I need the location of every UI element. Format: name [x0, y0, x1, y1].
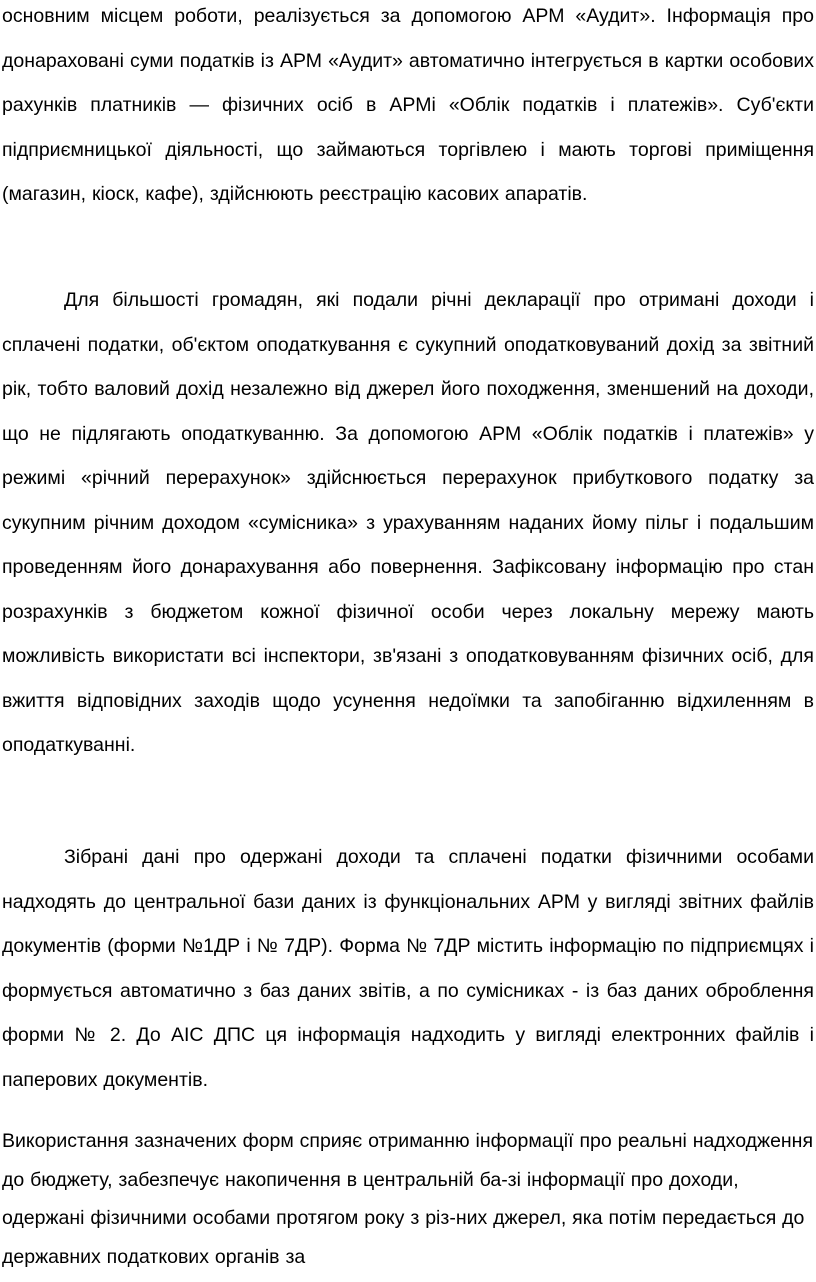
- paragraph-3: Зібрані дані про одержані доходи та сплачені податки фізичними особами надходять до центральної бази даних із функціональних АРМ у вигляді звітних файлів документів (форми №1ДР і № 7ДР). Форма № 7ДР містить інформацію по підприємцях і формується автоматично з баз даних звітів, а по сумісниках - із баз даних оброблення форми № 2. До АІС ДПС ця інформація надходить у вигляді електронних файлів і паперових документів.: [2, 846, 814, 1091]
- paragraph-2: Для більшості громадян, які подали річні декларації про отримані доходи і сплачені податки, об'єктом оподаткування є сукупний оподатковуваний дохід за звітний рік, тобто валовий дохід незалежно від джерел його походження, зменшений на доходи, що не підлягають оподаткуванню. За допомогою АРМ «Облік податків і платежів» у режимі «річний перерахунок» здійснюється перерахунок прибуткового податку за сукупним річним доходом «сумісника» з урахуванням наданих йому пільг і подальшим проведенням його донарахування або повернення. Зафіксовану інформацію про стан розрахунків з бюджетом кожної фізичної особи через локальну мережу мають можливість використати всі інспектори, зв'язані з оподатковуванням фізичних осіб, для вжиття відповідних заходів щодо усунення недоїмки та запобіганню відхиленням в оподаткуванні.: [2, 289, 814, 756]
- paragraph-1: основним місцем роботи, реалізується за допомогою АРМ «Аудит». Інформація про донараховані суми податків із АРМ «Аудит» автоматично інтегрується в картки особових рахунків платників — фізичних осіб в АРМі «Облік податків і платежів». Суб'єкти підприємницької діяльності, що займаються торгівлею і мають торгові приміщення (магазин, кіоск, кафе), здійснюють реєстрацію касових апаратів.: [2, 5, 814, 205]
- paragraph-4: Використання зазначених форм сприяє отриманню інформації про реальні надходження до бюджету, забезпечує накопичення в центральній ба-зі інформації про доходи, одержані фізичними особами протягом року з різ-них джерел, яка потім передається до державних податкових органів за: [2, 1130, 814, 1268]
